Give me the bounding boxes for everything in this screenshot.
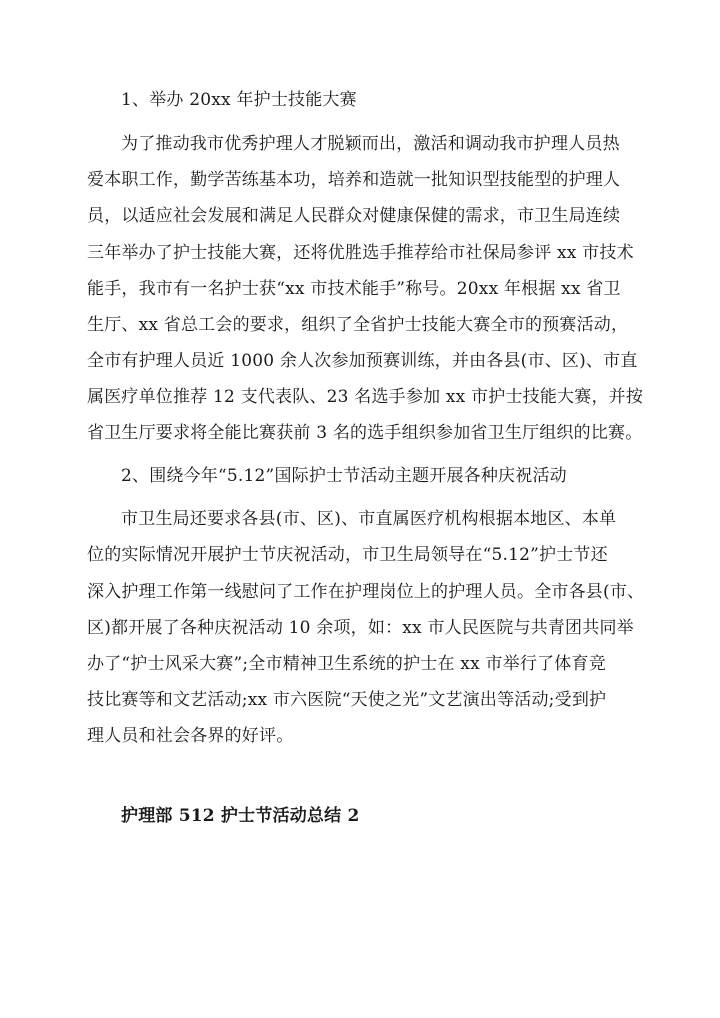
para1-line-5: 能手，我市有一名护士获“xx 市技术能手”称号。20xx 年根据 xx 省卫 bbox=[87, 279, 621, 299]
para2-line-6: 技比赛等和文艺活动;xx 市六医院“天使之光”文艺演出等活动;受到护 bbox=[87, 690, 607, 710]
para1-line-2: 爱本职工作，勤学苦练基本功，培养和造就一批知识型技能型的护理人 bbox=[87, 170, 621, 190]
para2-line-4: 区)都开展了各种庆祝活动 10 余项，如：xx 市人民医院与共青团共同举 bbox=[87, 618, 634, 638]
para1-line-3: 员，以适应社会发展和满足人民群众对健康保健的需求，市卫生局连续 bbox=[87, 206, 621, 226]
para1-line-4: 三年举办了护士技能大赛，还将优胜选手推荐给市社保局参评 xx 市技术 bbox=[87, 243, 634, 263]
section2-title: 2、围绕今年“5.12”国际护士节活动主题开展各种庆祝活动 bbox=[121, 466, 567, 486]
para1-line-6: 生厅、xx 省总工会的要求，组织了全省护士技能大赛全市的预赛活动， bbox=[87, 315, 629, 335]
para2-line-2: 位的实际情况开展护士节庆祝活动，市卫生局领导在“5.12”护士节还 bbox=[87, 545, 608, 565]
para1-line-1: 为了推动我市优秀护理人才脱颖而出，激活和调动我市护理人员热 bbox=[121, 134, 620, 154]
section1-title: 1、举办 20xx 年护士技能大赛 bbox=[121, 90, 357, 110]
heading-2: 护理部 512 护士节活动总结 2 bbox=[121, 806, 360, 826]
para1-line-8: 属医疗单位推荐 12 支代表队、23 名选手参加 xx 市护士技能大赛，并按 bbox=[87, 387, 644, 407]
para2-line-7: 理人员和社会各界的好评。 bbox=[87, 726, 294, 746]
para2-line-3: 深入护理工作第一线慰问了工作在护理岗位上的护理人员。全市各县(市、 bbox=[87, 582, 645, 602]
para1-line-9: 省卫生厅要求将全能比赛获前 3 名的选手组织参加省卫生厅组织的比赛。 bbox=[87, 423, 643, 443]
para1-line-7: 全市有护理人员近 1000 余人次参加预赛训练，并由各县(市、区)、市直 bbox=[87, 351, 638, 371]
para2-line-5: 办了“护士风采大赛”;全市精神卫生系统的护士在 xx 市举行了体育竞 bbox=[87, 654, 606, 674]
para2-line-1: 市卫生局还要求各县(市、区)、市直属医疗机构根据本地区、本单 bbox=[121, 509, 617, 529]
